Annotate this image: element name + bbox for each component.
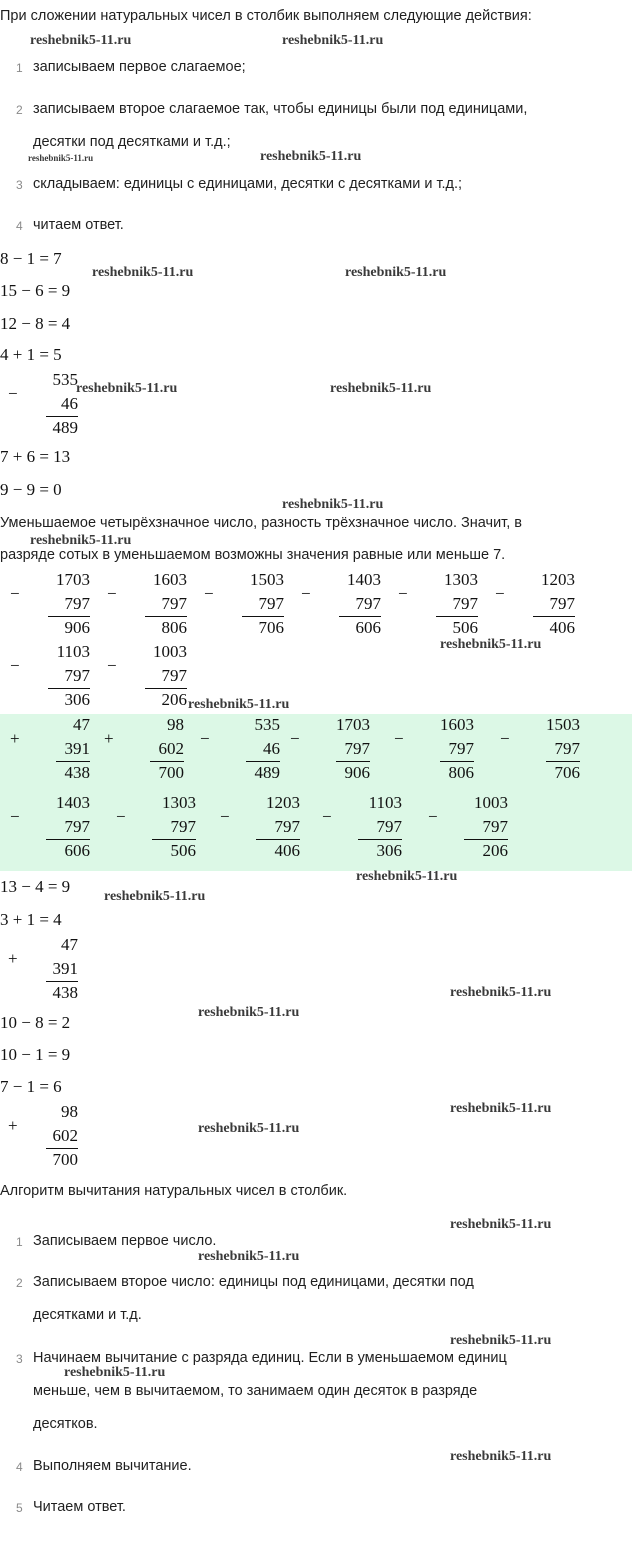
result: 606 [64, 841, 90, 860]
watermark: reshebnik5-11.ru [104, 889, 206, 904]
bottom-operand: 797 [482, 817, 508, 836]
result-line [464, 839, 508, 840]
top-operand: 1103 [368, 793, 402, 812]
column-subtraction [200, 715, 280, 789]
top-operand: 1503 [250, 570, 284, 589]
result-line [440, 761, 474, 762]
addend: 47 [61, 935, 78, 954]
step-number: 1 [16, 61, 23, 75]
minus-sign: − [495, 584, 505, 603]
bottom-operand: 797 [452, 594, 478, 613]
column-subtraction [301, 570, 381, 644]
top-operand: 1403 [347, 570, 381, 589]
result: 606 [355, 618, 381, 637]
result-line [145, 688, 187, 689]
addend: 602 [52, 1126, 78, 1145]
plus-sign: + [8, 949, 18, 968]
column-subtraction [290, 715, 370, 789]
watermark: reshebnik5-11.ru [30, 33, 132, 48]
add-step-text-cont: десятки под десятками и т.д.; [33, 134, 231, 150]
step-number: 3 [16, 178, 23, 192]
addend: 98 [61, 1102, 78, 1121]
add-step-text: записываем первое слагаемое; [33, 59, 246, 75]
result: 489 [254, 763, 280, 782]
top-operand: 47 [73, 715, 90, 734]
bottom-operand: 797 [258, 594, 284, 613]
add-step-text: складываем: единицы с единицами, десятки с десятками и т.д.; [33, 176, 463, 192]
minuend: 535 [52, 370, 78, 389]
minus-sign: − [10, 656, 20, 675]
bottom-operand: 797 [549, 594, 575, 613]
top-operand: 1303 [162, 793, 196, 812]
bottom-operand: 797 [161, 666, 187, 685]
column-subtraction [107, 642, 187, 716]
minus-sign: − [322, 807, 332, 826]
equation: 7 + 6 = 13 [0, 447, 71, 466]
watermark: reshebnik5-11.ru [76, 381, 178, 396]
step-number: 1 [16, 1235, 23, 1249]
watermark: reshebnik5-11.ru [28, 153, 94, 163]
result-line [150, 761, 184, 762]
watermark: reshebnik5-11.ru [198, 1249, 300, 1264]
top-operand: 1503 [546, 715, 580, 734]
column-subtraction [204, 570, 284, 644]
result: 706 [554, 763, 580, 782]
sub-step-text: Читаем ответ. [33, 1499, 126, 1515]
result: 506 [452, 618, 478, 637]
add-step-text: читаем ответ. [33, 217, 124, 233]
bottom-operand: 602 [158, 739, 184, 758]
column-subtraction [428, 793, 508, 867]
result: 700 [158, 763, 184, 782]
minus-sign: − [290, 729, 300, 748]
minus-sign: − [428, 807, 438, 826]
step-number: 4 [16, 1460, 23, 1474]
column-subtraction [322, 793, 402, 867]
sum: 438 [52, 983, 78, 1002]
watermark: reshebnik5-11.ru [198, 1005, 300, 1020]
equation: 7 − 1 = 6 [0, 1077, 62, 1096]
column-subtraction [107, 570, 187, 644]
subtrahend: 46 [61, 394, 78, 413]
equation: 12 − 8 = 4 [0, 314, 71, 333]
plus-sign: + [8, 1116, 18, 1135]
result-line [152, 839, 196, 840]
result: 906 [64, 618, 90, 637]
watermark: reshebnik5-11.ru [92, 265, 194, 280]
top-operand: 1603 [440, 715, 474, 734]
result: 706 [258, 618, 284, 637]
column-addition [10, 715, 90, 789]
minus-sign: − [10, 807, 20, 826]
equation: 4 + 1 = 5 [0, 345, 62, 364]
watermark: reshebnik5-11.ru [30, 533, 132, 548]
sub-step-text-cont: меньше, чем в вычитаемом, то занимаем один десяток в разряде [33, 1383, 478, 1399]
watermark: reshebnik5-11.ru [450, 985, 552, 1000]
result: 206 [482, 841, 508, 860]
result-line [242, 616, 284, 617]
watermark: reshebnik5-11.ru [450, 1217, 552, 1232]
bottom-operand: 797 [64, 666, 90, 685]
sub-step-text: Выполняем вычитание. [33, 1458, 192, 1474]
column-subtraction [10, 570, 90, 644]
column-subtraction [116, 793, 196, 867]
result: 406 [549, 618, 575, 637]
result-line [533, 616, 575, 617]
sub-step-text-cont: десятков. [33, 1416, 98, 1432]
top-operand: 1003 [474, 793, 508, 812]
top-operand: 98 [167, 715, 184, 734]
top-operand: 1403 [56, 793, 90, 812]
result-line [46, 839, 90, 840]
bottom-operand: 797 [64, 594, 90, 613]
watermark: reshebnik5-11.ru [450, 1101, 552, 1116]
step-number: 5 [16, 1501, 23, 1515]
watermark: reshebnik5-11.ru [330, 381, 432, 396]
top-operand: 535 [254, 715, 280, 734]
result-line [48, 616, 90, 617]
top-operand: 1203 [541, 570, 575, 589]
equation: 10 − 8 = 2 [0, 1013, 71, 1032]
bottom-operand: 797 [161, 594, 187, 613]
column-subtraction [220, 793, 300, 867]
bottom-operand: 46 [263, 739, 280, 758]
column-subtraction [10, 642, 90, 716]
sub-step-text-cont: десятками и т.д. [33, 1307, 142, 1323]
result-line [46, 1148, 78, 1149]
watermark: reshebnik5-11.ru [198, 1121, 300, 1136]
result: 306 [64, 690, 90, 709]
watermark: reshebnik5-11.ru [450, 1333, 552, 1348]
watermark: reshebnik5-11.ru [345, 265, 447, 280]
top-operand: 1703 [56, 570, 90, 589]
result-line [246, 761, 280, 762]
bottom-operand: 797 [448, 739, 474, 758]
result: 406 [274, 841, 300, 860]
top-operand: 1203 [266, 793, 300, 812]
plus-sign: + [104, 729, 114, 748]
minus-sign: − [398, 584, 408, 603]
sum: 700 [52, 1150, 78, 1169]
minus-sign: − [10, 584, 20, 603]
minus-sign: − [107, 584, 117, 603]
bottom-operand: 391 [64, 739, 90, 758]
result: 438 [64, 763, 90, 782]
result-line [436, 616, 478, 617]
top-operand: 1703 [336, 715, 370, 734]
equation: 3 + 1 = 4 [0, 910, 62, 929]
bottom-operand: 797 [274, 817, 300, 836]
watermark: reshebnik5-11.ru [450, 1449, 552, 1464]
watermark: reshebnik5-11.ru [282, 33, 384, 48]
minus-sign: − [107, 656, 117, 675]
equation: 15 − 6 = 9 [0, 281, 71, 300]
result: 206 [161, 690, 187, 709]
minus-sign: − [8, 384, 18, 403]
column-subtraction [394, 715, 474, 789]
sub-step-text: Начинаем вычитание с разряда единиц. Если в уменьшаемом единиц [33, 1350, 507, 1366]
column-subtraction [495, 570, 575, 644]
step-number: 3 [16, 1352, 23, 1366]
bottom-operand: 797 [554, 739, 580, 758]
equation: 8 − 1 = 7 [0, 249, 62, 268]
watermark: reshebnik5-11.ru [356, 869, 458, 884]
add-step-text: записываем второе слагаемое так, чтобы единицы были под единицами, [33, 101, 528, 117]
bottom-operand: 797 [376, 817, 402, 836]
result-line [46, 416, 78, 417]
watermark: reshebnik5-11.ru [282, 497, 384, 512]
equation: 10 − 1 = 9 [0, 1045, 71, 1064]
result-line [339, 616, 381, 617]
result: 806 [448, 763, 474, 782]
equation: 9 − 9 = 0 [0, 480, 62, 499]
column-addition [104, 715, 184, 789]
watermark: reshebnik5-11.ru [440, 637, 542, 652]
result: 489 [52, 418, 78, 437]
column-addition-47 [8, 935, 78, 1005]
column-subtraction [500, 715, 580, 789]
minus-sign: − [204, 584, 214, 603]
step-number: 2 [16, 103, 23, 117]
minus-sign: − [220, 807, 230, 826]
minus-sign: − [394, 729, 404, 748]
bottom-operand: 797 [355, 594, 381, 613]
bottom-operand: 797 [64, 817, 90, 836]
explanation-line: разряде сотых в уменьшаемом возможны значения равные или меньше 7. [0, 547, 506, 563]
sub-step-text: Записываем второе число: единицы под единицами, десятки под [33, 1274, 474, 1290]
minus-sign: − [116, 807, 126, 826]
top-operand: 1103 [56, 642, 90, 661]
plus-sign: + [10, 729, 20, 748]
result-line [358, 839, 402, 840]
equation: 13 − 4 = 9 [0, 877, 71, 896]
sub-step-text: Записываем первое число. [33, 1233, 217, 1249]
explanation-line: Уменьшаемое четырёхзначное число, разность трёхзначное число. Значит, в [0, 515, 522, 531]
watermark: reshebnik5-11.ru [64, 1365, 166, 1380]
result: 506 [170, 841, 196, 860]
result: 806 [161, 618, 187, 637]
column-subtraction [398, 570, 478, 644]
step-number: 2 [16, 1276, 23, 1290]
top-operand: 1603 [153, 570, 187, 589]
result-line [546, 761, 580, 762]
watermark: reshebnik5-11.ru [260, 149, 362, 164]
addend: 391 [52, 959, 78, 978]
result-line [256, 839, 300, 840]
result-line [56, 761, 90, 762]
minus-sign: − [301, 584, 311, 603]
column-addition-98 [8, 1102, 78, 1172]
result-line [48, 688, 90, 689]
top-operand: 1303 [444, 570, 478, 589]
column-subtraction [10, 793, 90, 867]
section-title: Алгоритм вычитания натуральных чисел в столбик. [0, 1183, 348, 1199]
result: 906 [344, 763, 370, 782]
intro-text: При сложении натуральных чисел в столбик выполняем следующие действия: [0, 8, 532, 24]
result-line [336, 761, 370, 762]
bottom-operand: 797 [344, 739, 370, 758]
column-subtraction-535 [8, 370, 78, 440]
bottom-operand: 797 [170, 817, 196, 836]
top-operand: 1003 [153, 642, 187, 661]
step-number: 4 [16, 219, 23, 233]
result-line [145, 616, 187, 617]
watermark: reshebnik5-11.ru [188, 697, 290, 712]
result: 306 [376, 841, 402, 860]
minus-sign: − [500, 729, 510, 748]
minus-sign: − [200, 729, 210, 748]
result-line [46, 981, 78, 982]
